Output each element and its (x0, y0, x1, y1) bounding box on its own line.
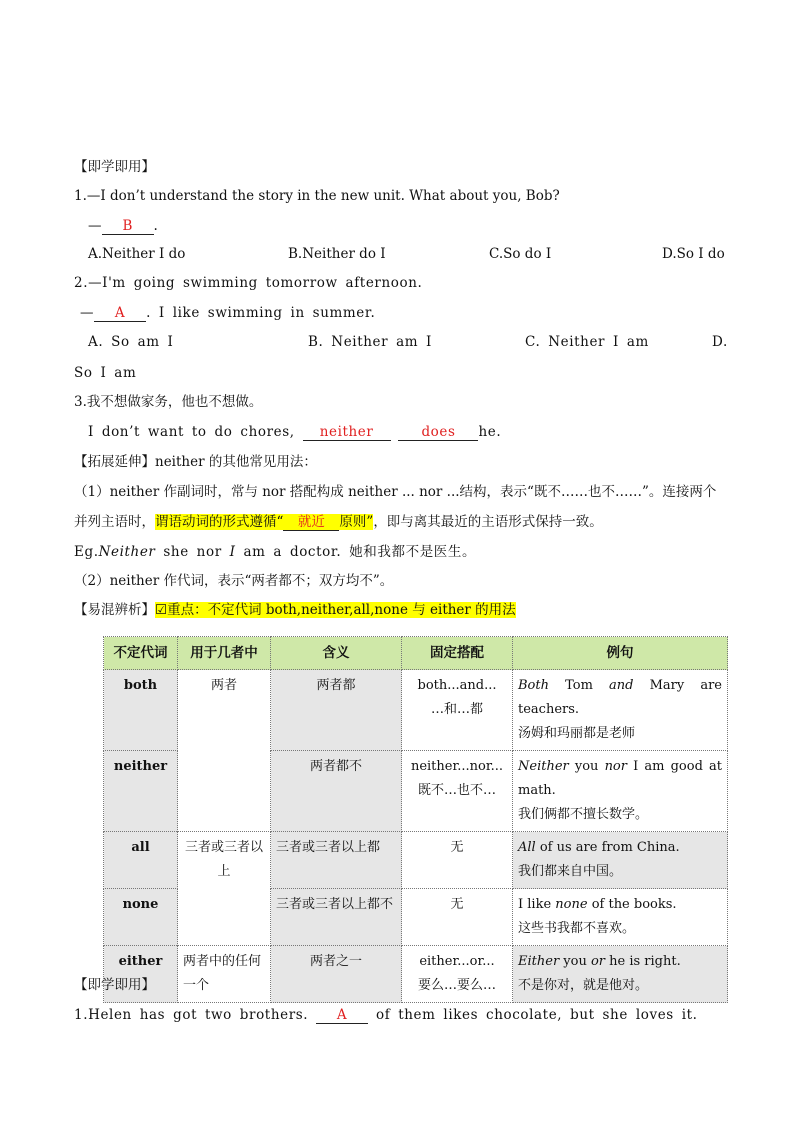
column-header: 不定代词 (104, 637, 178, 670)
meaning-cell: 两者都不 (271, 751, 402, 832)
meaning-cell: 两者之一 (271, 946, 402, 1003)
table-row (104, 946, 728, 1003)
question-1-stem: 1.—I don’t understand the story in the new unit. What about you, Bob? (74, 188, 560, 204)
question-1-line: 1.Helen has got two brothers. A of them likes chocolate, but she loves it. (74, 1007, 698, 1023)
option-c: C. Neither I am (525, 334, 649, 350)
answer-blank: does (398, 424, 478, 441)
question-3-answer-line: I don’t want to do chores, neither does he. (88, 424, 502, 440)
meaning-cell: 三者或三者以上都不 (271, 889, 402, 946)
option-b: B.Neither do I (288, 246, 386, 262)
phrase-cell: 无 (402, 832, 513, 889)
question-2-stem: 2.—I'm going swimming tomorrow afternoon. (74, 275, 423, 291)
highlight-key-point: ☑重点：不定代词 both,neither,all,none 与 either 的用法 (155, 602, 516, 618)
option-a: A. So am I (88, 334, 174, 350)
scope-cell: 两者 (178, 670, 271, 832)
confusion-heading: 【易混辨析】☑重点：不定代词 both,neither,all,none 与 either 的用法 (74, 602, 516, 618)
extension-heading: 【拓展延伸】neither 的其他常见用法： (74, 454, 317, 470)
example-cell: All of us are from China. 我们都来自中国。 (513, 832, 728, 889)
column-header: 含义 (271, 637, 402, 670)
pronoun-cell: neither (104, 751, 178, 832)
phrase-cell: 无 (402, 889, 513, 946)
example-cell: I like none of the books. 这些书我都不喜欢。 (513, 889, 728, 946)
example-cell: Both Tom and Mary are teachers. 汤姆和玛丽都是老师 (513, 670, 728, 751)
section-heading: 【即学即用】 (74, 159, 155, 175)
example-cell: Neither you nor I am good at math. 我们俩都不擅长数学。 (513, 751, 728, 832)
pronoun-cell: all (104, 832, 178, 889)
extension-paragraph-2: （2）neither 作代词，表示“两者都不；双方均不”。 (74, 573, 394, 589)
table-row (104, 670, 728, 751)
question-3-stem: 3.我不想做家务，他也不想做。 (74, 394, 263, 410)
meaning-cell: 两者都 (271, 670, 402, 751)
table-row (104, 832, 728, 889)
option-d: D. (712, 334, 728, 350)
answer-blank: A (94, 305, 146, 322)
answer-blank: A (316, 1007, 368, 1024)
answer-blank: B (102, 218, 154, 235)
pronoun-cell: both (104, 670, 178, 751)
scope-cell: 两者中的任何一个 (178, 946, 271, 1003)
extension-paragraph-1-cont: 并列主语时，谓语动词的形式遵循“ 就近 原则”，即与离其最近的主语形式保持一致。 (74, 514, 603, 530)
scope-cell: 三者或三者以上 (178, 832, 271, 946)
answer-blank: 就近 (283, 514, 339, 531)
column-header: 固定搭配 (402, 637, 513, 670)
section-heading: 【即学即用】 (74, 977, 155, 993)
phrase-cell: both...and... …和…都 (402, 670, 513, 751)
highlight-rule: 谓语动词的形式遵循“ 就近 原则” (155, 514, 374, 530)
answer-blank: neither (303, 424, 391, 441)
phrase-cell: either...or... 要么…要么… (402, 946, 513, 1003)
column-header: 例句 (513, 637, 728, 670)
meaning-cell: 三者或三者以上都 (271, 832, 402, 889)
pronoun-cell: either (104, 946, 178, 1003)
question-1-answer-line: — B . (88, 218, 158, 234)
extension-paragraph-1: （1）neither 作副词时，常与 nor 搭配构成 neither ... nor ...结构，表示“既不……也不……”。连接两个 (74, 484, 717, 500)
option-d-text: So I am (74, 365, 137, 381)
question-2-answer-line: — A . I like swimming in summer. (80, 305, 376, 321)
example-sentence: Eg.Neither she nor I am a doctor. 她和我都不是医生。 (74, 544, 477, 560)
column-header: 用于几者中 (178, 637, 271, 670)
example-cell: Either you or he is right. 不是你对，就是他对。 (513, 946, 728, 1003)
option-d: D.So I do (662, 246, 725, 262)
pronoun-table (103, 636, 728, 1003)
option-c: C.So do I (489, 246, 552, 262)
pronoun-cell: none (104, 889, 178, 946)
option-a: A.Neither I do (88, 246, 186, 262)
option-b: B. Neither am I (308, 334, 432, 350)
table-header-row (104, 637, 728, 670)
phrase-cell: neither...nor... 既不…也不… (402, 751, 513, 832)
